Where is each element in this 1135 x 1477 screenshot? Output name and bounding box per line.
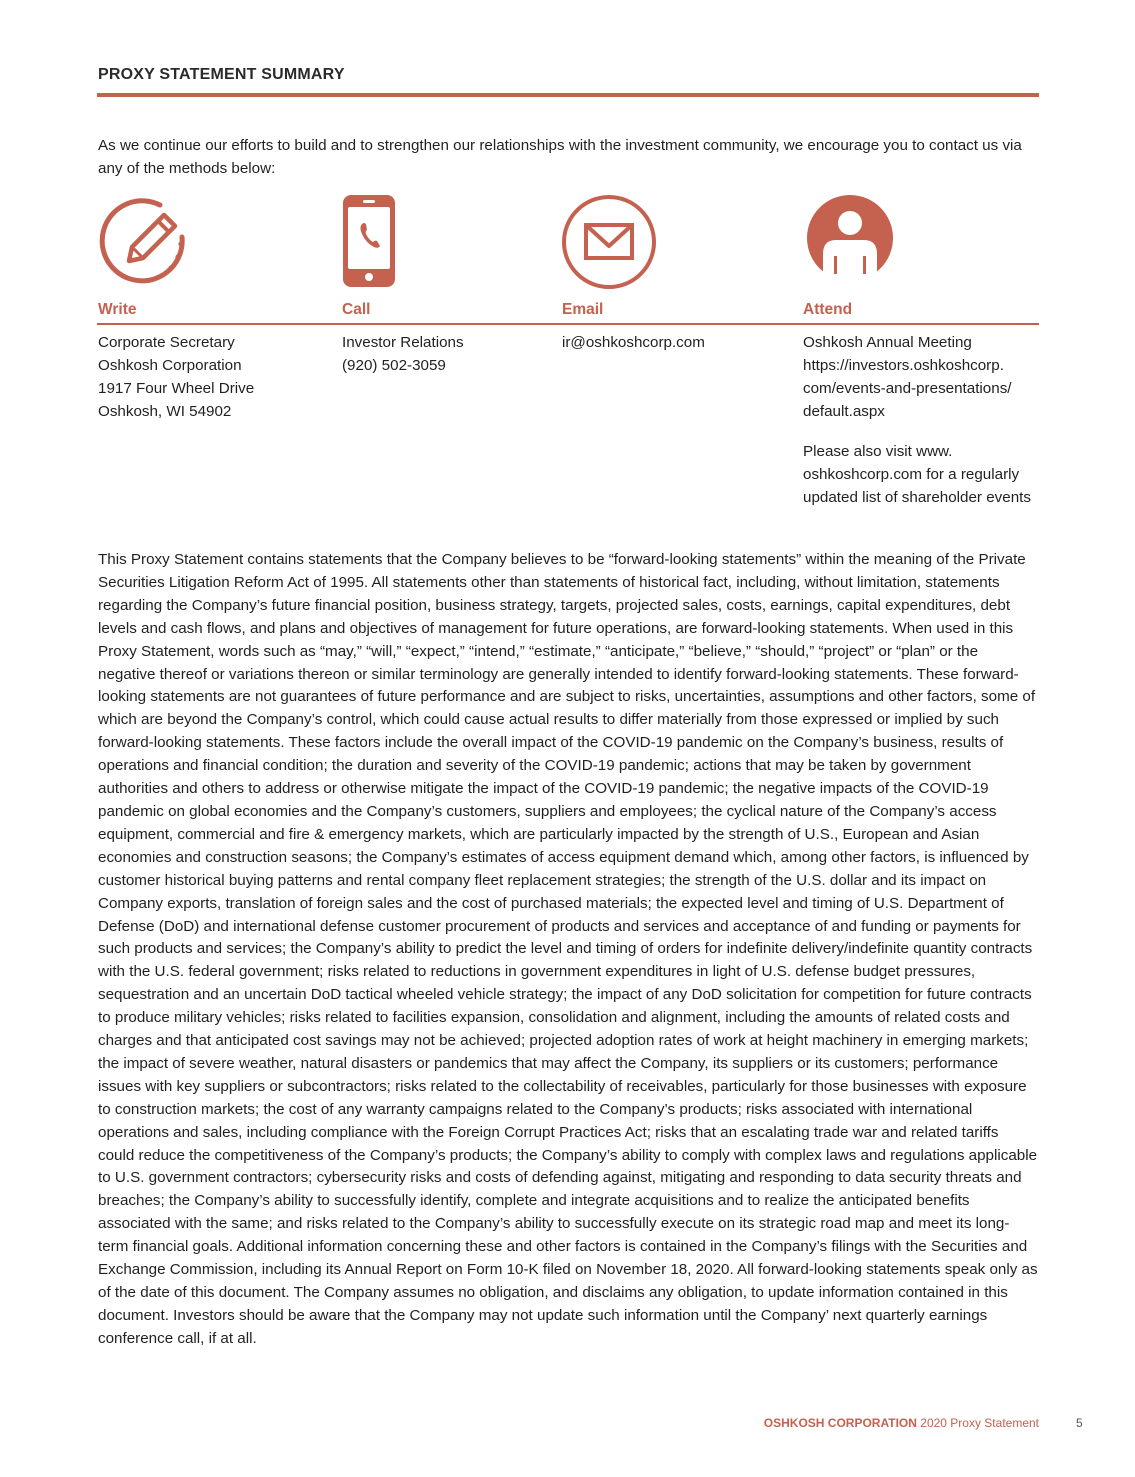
- attend-details: [803, 331, 1012, 423]
- person-circle-icon: [806, 194, 894, 282]
- call-department: Investor Relations: [342, 334, 464, 351]
- email-details: [562, 331, 705, 354]
- pencil-circle-icon: [96, 194, 192, 290]
- footer-brand: OSHKOSH CORPORATION: [763, 1416, 917, 1430]
- contact-heading-rule: [97, 323, 1039, 325]
- call-phone-number[interactable]: (920) 502-3059: [342, 357, 446, 374]
- page-section-title: PROXY STATEMENT SUMMARY: [98, 66, 345, 83]
- page-footer: [700, 1416, 1039, 1430]
- write-line: Corporate Secretary: [98, 334, 235, 351]
- email-address-link[interactable]: ir@oshkoshcorp.com: [562, 334, 705, 351]
- email-heading: Email: [562, 301, 604, 318]
- write-address: [98, 331, 254, 423]
- forward-looking-statements: This Proxy Statement contains statements that the Company believes to be “forward-looking statements” within the meaning of the Private Securities Litigation Reform Act of 1995. All statements other than statements of historical fact, including, without limitation, statements regarding the Company’s future financial position, business strategy, targets, projected sales, costs, earnings, capital expenditures, debt levels and cash flows, and plans and objectives of management for future operations, are forward-looking statements. When used in this Proxy Statement, words such as “may,” “will,” “expect,” “intend,” “estimate,” “anticipate,” “believe,” “should,” “project” or “plan” or the negative thereof or variations thereon or similar terminology are generally intended to identify forward-looking statements. These forward-looking statements are not guarantees of future performance and are subject to risks, uncertainties, assumptions and other factors, some of which are beyond the Company’s control, which could cause actual results to differ materially from those expressed or implied by such forward-looking statements. These factors include the overall impact of the COVID-19 pandemic on the Company’s business, results of operations and financial condition; the duration and severity of the COVID-19 pandemic; actions that may be taken by government authorities and others to address or otherwise mitigate the impact of the COVID-19 pandemic; the negative impacts of the COVID-19 pandemic on global economies and the Company’s customers, suppliers and employees; the cyclical nature of the Company’s access equipment, commercial and fire & emergency markets, which are particularly impacted by the strength of U.S., European and Asian economies and construction seasons; the Company’s estimates of access equipment demand which, among other factors, is influenced by customer historical buying patterns and rental company fleet replacement strategies; the strength of the U.S. dollar and its impact on Company exports, translation of foreign sales and the cost of purchased materials; the expected level and timing of U.S. Department of Defense (DoD) and international defense customer procurement of products and services and acceptance of and funding or payments for such products and services; the Company’s ability to predict the level and timing of orders for indefinite delivery/indefinite quantity contracts with the U.S. federal government; risks related to reductions in government expenditures in light of U.S. defense budget pressures, sequestration and an uncertain DoD tactical wheeled vehicle strategy; the impact of any DoD solicitation for competition for future contracts to produce military vehicles; risks related to facilities expansion, consolidation and alignment, including the amounts of related costs and charges and that anticipated cost savings may not be achieved; projected adoption rates of work at height machinery in emerging markets; the impact of severe weather, natural disasters or pandemics that may affect the Company, its suppliers or its customers; performance issues with key suppliers or subcontractors; risks related to the collectability of receivables, particularly for those businesses with exposure to construction markets; the cost of any warranty campaigns related to the Company’s products; risks associated with international operations and sales, including compliance with the Foreign Corrupt Practices Act; risks that an escalating trade war and related tariffs could reduce the competitiveness of the Company’s products; the Company’s ability to comply with complex laws and regulations applicable to U.S. government contractors; cybersecurity risks and costs of defending against, mitigating and responding to data security threats and breaches; the Company’s ability to successfully identify, complete and integrate acquisitions and to realize the anticipated benefits associated with the same; and risks related to the Company’s ability to successfully execute on its strategic road map and meet its long-term financial goals. Additional information concerning these and other factors is contained in the Company’s filings with the Securities and Exchange Commission, including its Annual Report on Form 10-K filed on November 18, 2020. All forward-looking statements speak only as of the date of this document. The Company assumes no obligation, and disclaims any obligation, to update information contained in this document. Investors should be aware that the Company may not update such information until the Company’ next quarterly earnings conference call, if at all.: [98, 551, 1038, 1347]
- smartphone-icon: [342, 194, 396, 288]
- write-line: 1917 Four Wheel Drive: [98, 380, 255, 397]
- section-title-rule: [97, 93, 1039, 97]
- attend-url-link[interactable]: default.aspx: [803, 403, 885, 420]
- envelope-circle-icon: [561, 194, 657, 290]
- intro-paragraph: As we continue our efforts to build and to strengthen our relationships with the investment community, we encourage you to contact us via any of the methods below:: [98, 137, 1022, 177]
- call-heading: Call: [342, 301, 371, 318]
- write-line: Oshkosh, WI 54902: [98, 403, 232, 420]
- write-line: Oshkosh Corporation: [98, 357, 242, 374]
- attend-url-link[interactable]: https://investors.oshkoshcorp.: [803, 357, 1004, 374]
- page-number: 5: [1076, 1416, 1083, 1430]
- attend-note: Please also visit www. oshkoshcorp.com for a regularly updated list of shareholder events: [803, 443, 1031, 506]
- write-heading: Write: [98, 301, 137, 318]
- call-details: [342, 331, 464, 377]
- footer-doc-title: 2020 Proxy Statement: [920, 1416, 1039, 1430]
- attend-heading: Attend: [803, 301, 853, 318]
- attend-event-name: Oshkosh Annual Meeting: [803, 334, 972, 351]
- attend-url-link[interactable]: com/events-and-presentations/: [803, 380, 1012, 397]
